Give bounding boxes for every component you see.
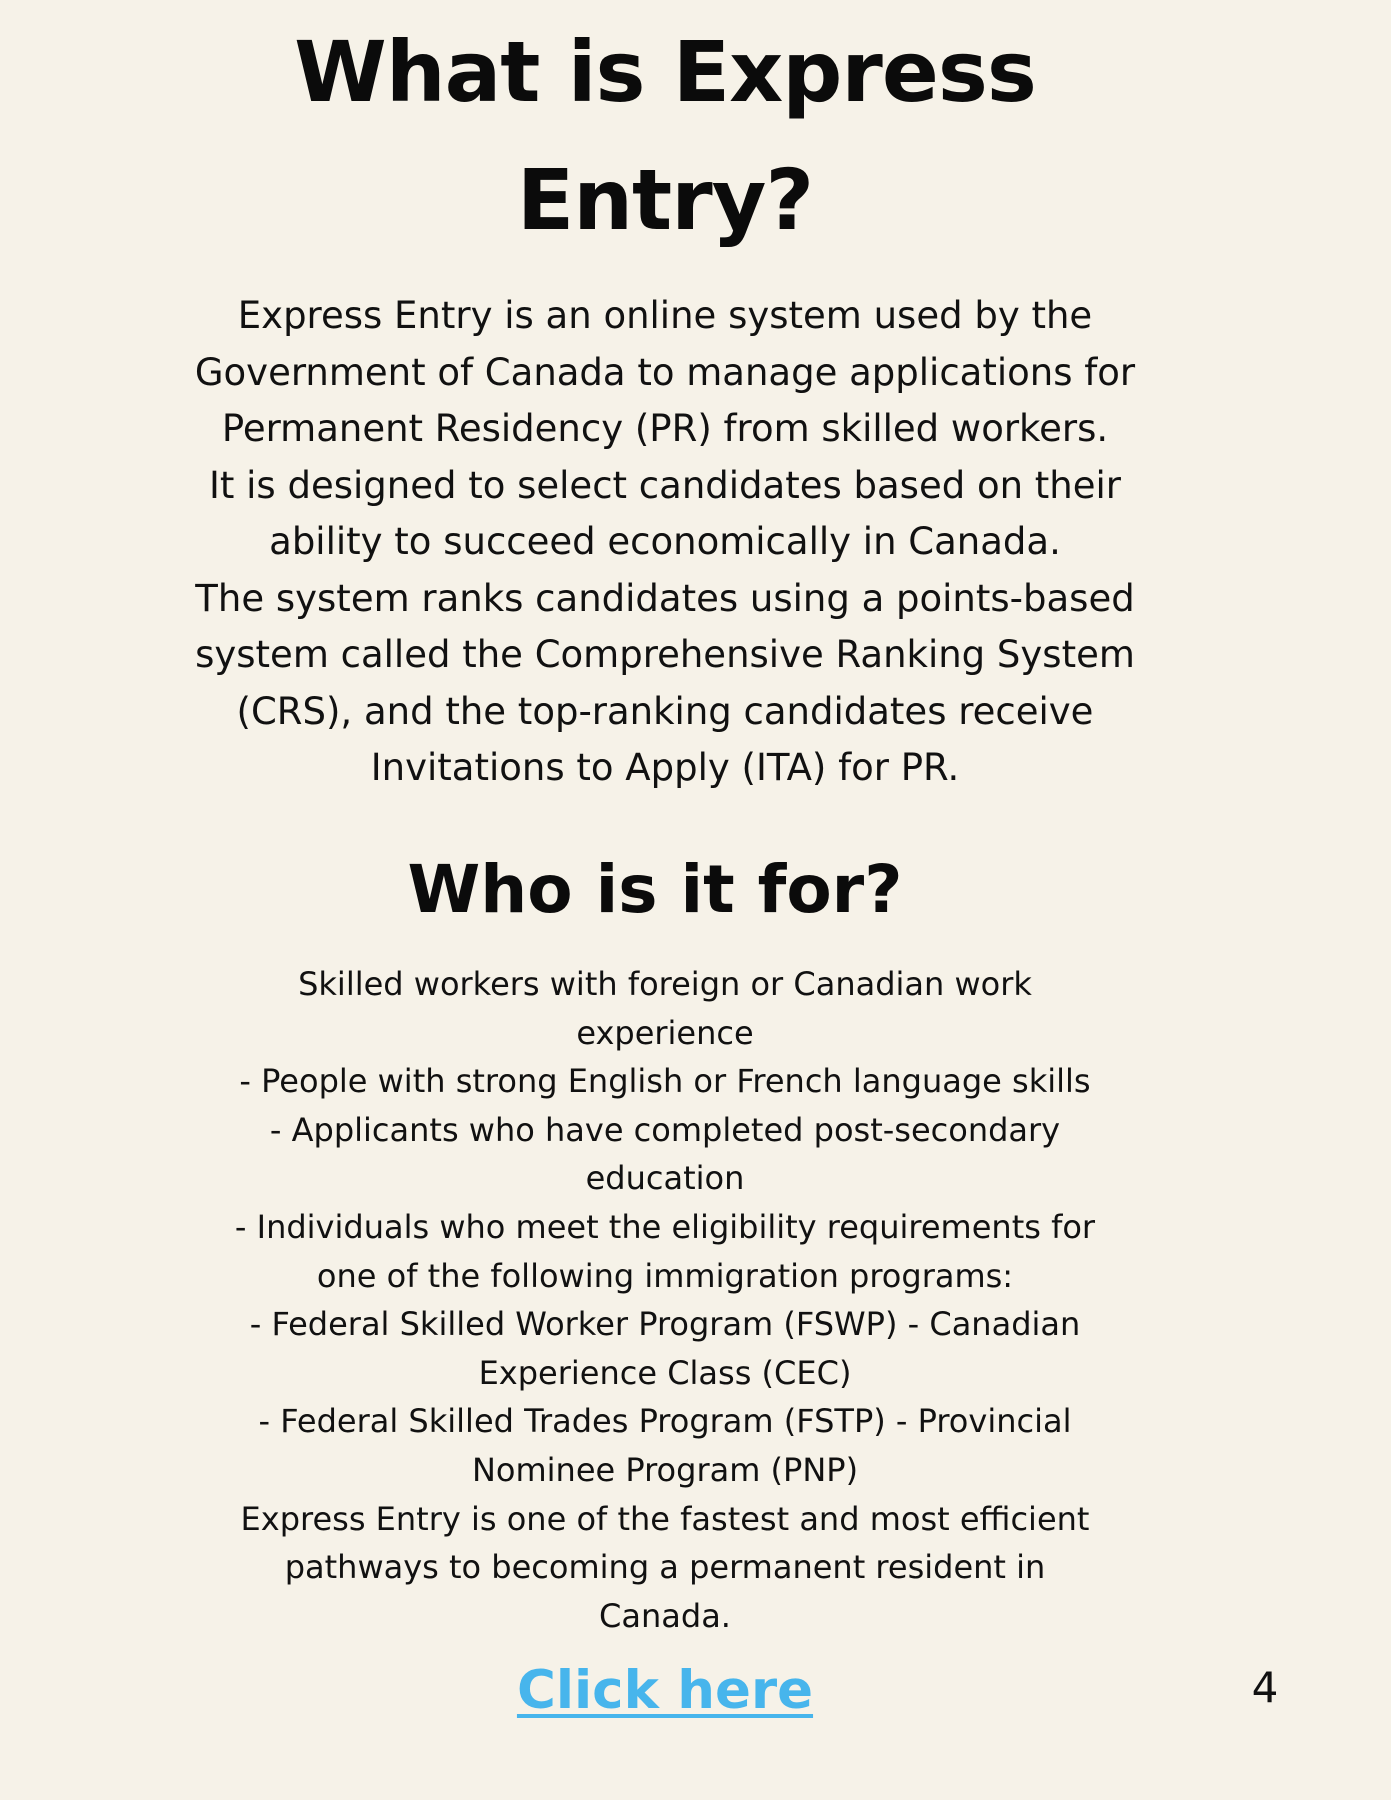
eligibility-line-5: education: [585, 1159, 745, 1198]
page-title-line-1: What is Express: [294, 23, 1036, 121]
intro-paragraph: [140, 288, 1190, 797]
page-title: [240, 8, 1090, 264]
intro-line-3: Permanent Residency (PR) from skilled workers.: [221, 407, 1109, 450]
eligibility-line-4: - Applicants who have completed post-secondary: [269, 1110, 1061, 1149]
page-number: 4: [1251, 1663, 1279, 1712]
eligibility-line-7: one of the following immigration programs:: [316, 1256, 1014, 1295]
eligibility-line-10: - Federal Skilled Trades Program (FSTP) - Provincial: [258, 1402, 1072, 1441]
intro-line-9: Invitations to Apply (ITA) for PR.: [370, 746, 960, 789]
eligibility-line-14: Canada.: [599, 1596, 731, 1635]
intro-line-5: ability to succeed economically in Canada.: [269, 520, 1061, 563]
intro-line-7: system called the Comprehensive Ranking System: [195, 633, 1135, 676]
intro-line-2: Government of Canada to manage applications for: [194, 350, 1136, 394]
eligibility-list: [180, 960, 1150, 1640]
intro-line-6: The system ranks candidates using a points-based: [195, 576, 1135, 620]
click-here-link[interactable]: Click here: [516, 1660, 814, 1721]
who-heading: Who is it for?: [407, 851, 903, 928]
eligibility-line-12: Express Entry is one of the fastest and most efficient: [240, 1499, 1090, 1538]
eligibility-line-9: Experience Class (CEC): [478, 1353, 852, 1392]
eligibility-line-11: Nominee Program (PNP): [471, 1450, 859, 1489]
eligibility-line-6: - Individuals who meet the eligibility requirements for: [234, 1207, 1096, 1246]
eligibility-line-3: - People with strong English or French language skills: [239, 1062, 1091, 1101]
eligibility-line-13: pathways to becoming a permanent resident in: [284, 1548, 1046, 1587]
intro-line-8: (CRS), and the top-ranking candidates receive: [236, 689, 1094, 733]
page-title-line-2: Entry?: [516, 151, 814, 249]
intro-line-4: It is designed to select candidates based on their: [208, 463, 1122, 507]
eligibility-line-1: Skilled workers with foreign or Canadian work: [298, 965, 1032, 1003]
eligibility-line-2: experience: [576, 1013, 754, 1052]
intro-line-1: Express Entry is an online system used by the: [237, 294, 1093, 337]
eligibility-line-8: - Federal Skilled Worker Program (FSWP) - Canadian: [249, 1305, 1081, 1344]
